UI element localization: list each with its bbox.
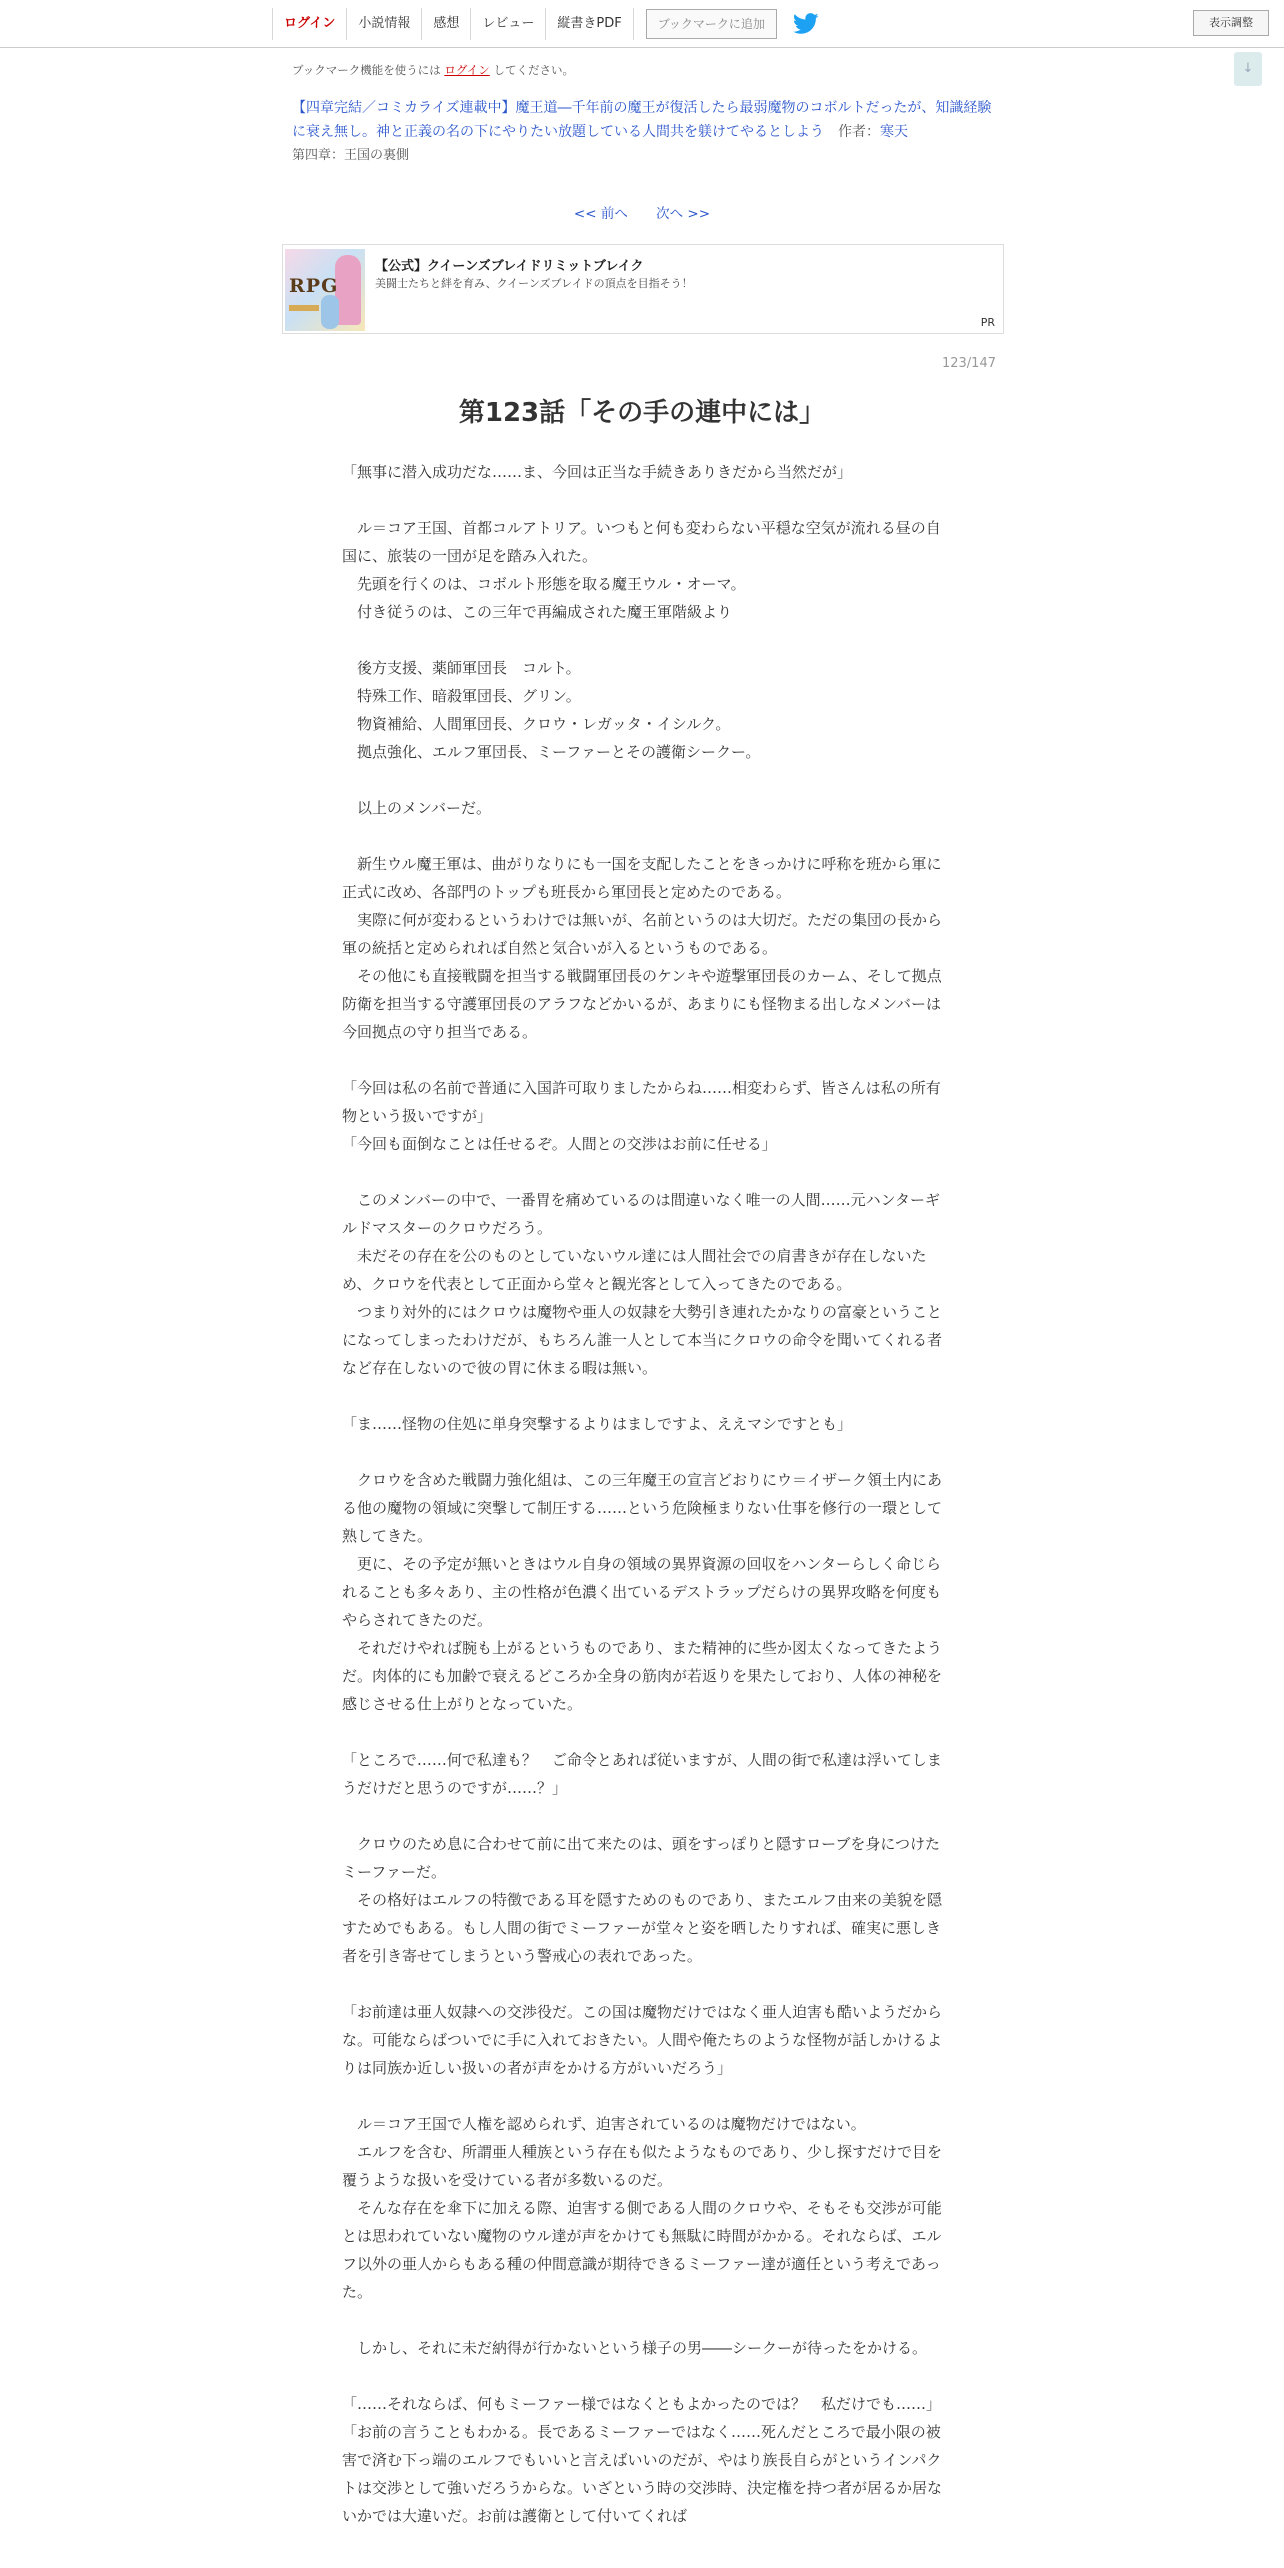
novel-paragraph: 以上のメンバーだ。 [342,799,491,817]
novel-paragraph: 物資補給、人間軍団長、クロウ・レガッタ・イシルク。 [342,715,731,733]
novel-paragraph: 「お前達は亜人奴隷への交渉役だ。この国は魔物だけではなく亜人迫害も酷いようだからな。可能ならばついでに手に入れておきたい。人間や俺たちのような怪物が話しかけるよりは同族か近しい扱いの者が声をかける方がいいだろう」 [342,2003,943,2077]
novel-paragraph: その格好はエルフの特徴である耳を隠すためのものであり、またエルフ由来の美貌を隠すためでもある。もし人間の街でミーファーが堂々と姿を晒したりすれば、確実に悪しき者を引き寄せてしまうという警戒心の表れであった。 [342,1891,943,1965]
novel-paragraph: 付き従うのは、この三年で再編成された魔王軍階級より [342,603,733,621]
bookmark-login-note [292,62,574,78]
ad-description: 美闘士たちと絆を育み、クイーンズブレイドの頂点を目指そう！ [375,277,693,290]
novel-paragraph: ル＝コア王国、首都コルアトリア。いつもと何も変わらない平穏な空気が流れる昼の自国に、旅装の一団が足を踏み入れた。 [342,519,941,565]
chapter-name: 第四章：王国の裏側 [292,148,410,163]
page-count: 123/147 [941,356,996,371]
login-note-before: ブックマーク機能を使うには [292,63,441,77]
author-label: 作者： [838,124,880,140]
nav-impressions[interactable]: 感想 [421,8,470,40]
top-header [0,0,1284,48]
novel-paragraph: 「今回も面倒なことは任せるぞ。人間との交渉はお前に任せる」 [342,1135,777,1153]
novel-paragraph: 後方支援、薬師軍団長 コルト。 [342,659,581,677]
nav-novel-info[interactable]: 小説情報 [346,8,421,40]
novel-paragraph: 「お前の言うこともわかる。長であるミーファーではなく……死んだところで最小限の被害で済む下っ端のエルフでもいいと言えばいいのだが、やはり族長自らがというインパクトは交渉として強いだろうからな。いざという時の交渉時、決定権を持つ者が居るか居ないかでは大違いだ。お前は護衛として付いてくれば [342,2423,943,2525]
scroll-down-icon[interactable]: ↓ [1234,52,1262,86]
novel-paragraph: その他にも直接戦闘を担当する戦闘軍団長のケンキや遊撃軍団長のカーム、そして拠点防衛を担当する守護軍団長のアラフなどかいるが、あまりにも怪物まる出しなメンバーは今回拠点の守り担当である。 [342,967,942,1041]
blank-line [342,1382,942,1410]
episode-title: 第123話「その手の連中には」 [458,398,826,428]
blank-line [342,2082,942,2110]
novel-paragraph: エルフを含む、所謂亜人種族という存在も似たようなものであり、少し探すだけで目を覆うような扱いを受けている者が多数いるのだ。 [342,2143,943,2189]
blank-line [342,1438,942,1466]
add-bookmark-button[interactable]: ブックマークに追加 [646,9,777,39]
blank-line [342,2362,942,2390]
ad-title[interactable]: 【公式】クイーンズブレイドリミットブレイク [375,259,644,274]
novel-paragraph: 「今回は私の名前で普通に入国許可取りましたからね……相変わらず、皆さんは私の所有物という扱いですが」 [342,1079,941,1125]
twitter-bird-icon[interactable] [793,13,819,35]
login-note-after: してください。 [493,63,574,77]
novel-paragraph: クロウを含めた戦闘力強化組は、この三年魔王の宣言どおりにウ＝イザーク領土内にある他の魔物の領域に突撃して制圧する……という危険極まりない仕事を修行の一環として熟してきた。 [342,1471,943,1545]
ad-banner[interactable] [282,244,1004,334]
blank-line [342,1158,942,1186]
blank-line [342,2306,942,2334]
novel-paragraph: このメンバーの中で、一番胃を痛めているのは間違いなく唯一の人間……元ハンターギルドマスターのクロウだろう。 [342,1191,941,1237]
blank-line [342,1718,942,1746]
blank-line [342,1046,942,1074]
novel-paragraph: 更に、その予定が無いときはウル自身の領域の異界資源の回収をハンターらしく命じられることも多々あり、主の性格が色濃く出ているデストラップだらけの異界攻略を何度もやらされてきたのだ。 [342,1555,942,1629]
ad-thumbnail-logo: RPG [289,275,339,297]
blank-line [342,626,942,654]
ad-pr-badge: PR [980,316,995,329]
pager [0,202,1284,222]
novel-paragraph: 「無事に潜入成功だな……ま、今回は正当な手続きありきだから当然だが」 [342,463,853,481]
ad-thumbnail-image [285,249,365,331]
nav-review[interactable]: レビュー [470,8,545,40]
novel-paragraph: そんな存在を傘下に加える際、迫害する側である人間のクロウや、そもそも交渉が可能とは思われていない魔物のウル達が声をかけても無駄に時間がかかる。それならば、エルフ以外の亜人からもある種の仲間意識が期待できるミーファー達が適任という考えであった。 [342,2199,942,2301]
novel-paragraph: それだけやれば腕も上がるというものであり、また精神的に些か図太くなってきたようだ。肉体的にも加齢で衰えるどころか全身の筋肉が若返りを果たしており、人体の神秘を感じさせる仕上がりとなっていた。 [342,1639,943,1713]
novel-paragraph: 実際に何が変わるというわけでは無いが、名前というのは大切だ。ただの集団の長から軍の統括と定められれば自然と気合いが入るというものである。 [342,911,943,957]
author-link[interactable]: 寒天 [880,124,908,140]
top-nav [272,8,819,40]
novel-paragraph: 「ところで……何で私達も？ ご命令とあれば従いますが、人間の街で私達は浮いてしまうだけだと思うのですが……？」 [342,1751,942,1797]
login-note-link[interactable]: ログイン [444,63,490,77]
novel-paragraph: 「……それならば、何もミーファー様ではなくともよかったのでは？ 私だけでも……」 [342,2395,941,2413]
nav-login[interactable]: ログイン [272,8,346,40]
next-page-link[interactable]: 次へ >> [656,206,711,222]
blank-line [342,822,942,850]
blank-line [342,486,942,514]
series-title-link[interactable]: 【四章完結／コミカライズ連載中】魔王道―千年前の魔王が復活したら最弱魔物のコボルトだったが、知識経験に衰え無し。神と正義の名の下にやりたい放題している人間共を躾けてやるとしよう [292,100,992,140]
blank-line [342,1970,942,1998]
blank-line [342,1802,942,1830]
prev-page-link[interactable]: << 前へ [573,206,628,222]
nav-vertical-pdf[interactable]: 縦書きPDF [545,8,633,40]
series-title-block [292,96,1004,144]
novel-paragraph: ル＝コア王国で人権を認められず、迫害されているのは魔物だけではない。 [342,2115,866,2133]
novel-paragraph: 拠点強化、エルフ軍団長、ミーファーとその護衛シークー。 [342,743,761,761]
novel-body [342,458,942,2530]
display-settings-button[interactable]: 表示調整 [1193,10,1269,36]
novel-paragraph: 未だその存在を公のものとしていないウル達には人間社会での肩書きが存在しないため、クロウを代表として正面から堂々と観光客として入ってきたのである。 [342,1247,927,1293]
novel-paragraph: しかし、それに未だ納得が行かないという様子の男――シークーが待ったをかける。 [342,2339,928,2357]
novel-paragraph: つまり対外的にはクロウは魔物や亜人の奴隷を大勢引き連れたかなりの富豪ということになってしまったわけだが、もちろん誰一人として本当にクロウの命令を聞いてくれる者など存在しないので彼の胃に休まる暇は無い。 [342,1303,943,1377]
novel-paragraph: 特殊工作、暗殺軍団長、グリン。 [342,687,581,705]
novel-paragraph: 先頭を行くのは、コボルト形態を取る魔王ウル・オーマ。 [342,575,746,593]
novel-paragraph: クロウのため息に合わせて前に出て来たのは、頭をすっぽりと隠すローブを身につけたミーファーだ。 [342,1835,941,1881]
blank-line [342,766,942,794]
novel-paragraph: 新生ウル魔王軍は、曲がりなりにも一国を支配したことをきっかけに呼称を班から軍に正式に改め、各部門のトップも班長から軍団長と定めたのである。 [342,855,942,901]
novel-paragraph: 「ま……怪物の住処に単身突撃するよりはましですよ、ええマシですとも」 [342,1415,853,1433]
